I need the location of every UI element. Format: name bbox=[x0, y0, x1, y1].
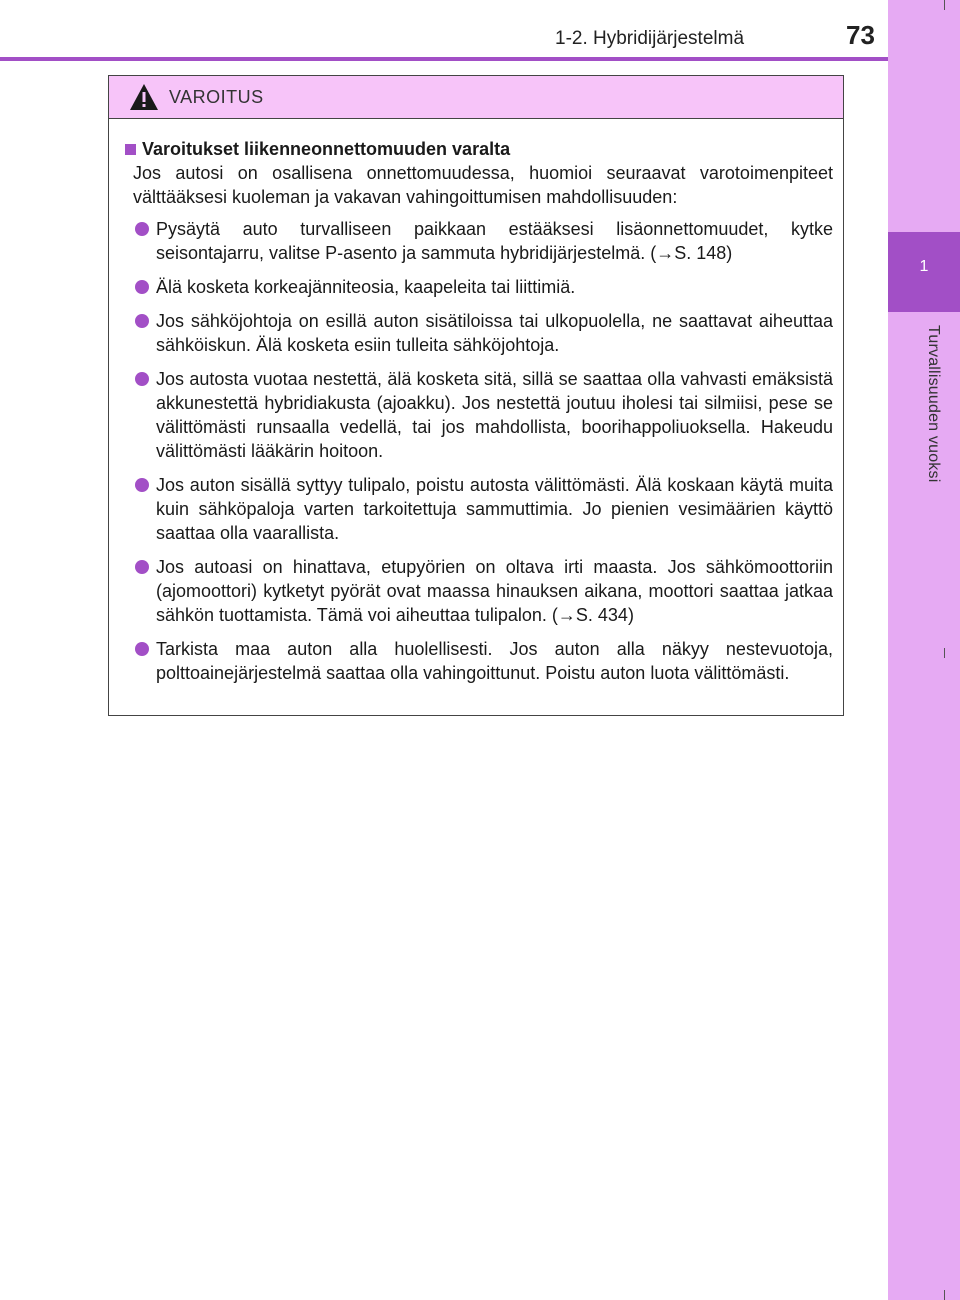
warning-header bbox=[109, 76, 843, 119]
square-bullet-icon bbox=[125, 144, 136, 155]
bullet-icon bbox=[135, 314, 149, 328]
intro-paragraph: Jos autosi on osallisena onnettomuudessa, huomioi seuraavat varotoimenpiteet välttääksesi kuoleman ja vakavan vahingoittumisen mahdollisuuden: bbox=[133, 163, 833, 207]
bullet-icon bbox=[135, 642, 149, 656]
crop-mark bbox=[944, 1290, 945, 1300]
list-item: Jos sähköjohtoja on esillä auton sisätiloissa tai ulkopuolella, ne saattavat aiheuttaa sähköiskun. Älä kosketa esiin tulleita sähköjohtoja. bbox=[125, 309, 833, 357]
list-item: Pysäytä auto turvalliseen paikkaan estääksesi lisäonnettomuudet, kytke seisontajarru, valitse P-asento ja sammuta hybridijärjestelmä. (→S. 148) bbox=[125, 217, 833, 265]
list-item: Jos auton sisällä syttyy tulipalo, poistu autosta välittömästi. Älä koskaan käytä muita kuin sähköpaloja varten tarkoitettuja sammuttimia. Jo pienien vesimäärien käyttö saattaa olla vaarallista. bbox=[125, 473, 833, 545]
crop-mark bbox=[944, 648, 945, 658]
bullet-icon bbox=[135, 372, 149, 386]
warning-triangle-icon bbox=[129, 83, 159, 116]
bullet-icon bbox=[135, 560, 149, 574]
bullet-icon bbox=[135, 222, 149, 236]
list-item: Älä kosketa korkeajänniteosia, kaapeleita tai liittimiä. bbox=[125, 275, 833, 299]
list-item: Tarkista maa auton alla huolellisesti. Jos auton alla näkyy nestevuotoja, polttoainejärjestelmä saattaa olla vahingoittunut. Poistu auton luota välittömästi. bbox=[125, 637, 833, 685]
warning-list bbox=[125, 217, 833, 685]
warning-box bbox=[108, 75, 844, 716]
bullet-icon bbox=[135, 478, 149, 492]
page-number: 73 bbox=[846, 20, 875, 50]
chapter-sidebar bbox=[888, 0, 960, 1300]
warning-title: VAROITUS bbox=[169, 87, 264, 107]
bullet-icon bbox=[135, 280, 149, 294]
list-item: Jos autoasi on hinattava, etupyörien on oltava irti maasta. Jos sähkömoottoriin (ajomoottori) kytketyt pyörät ovat maassa hinauksen aikana, moottori saattaa jatkaa sähkön tuottamista. Tämä voi aiheuttaa tulipalon. (→S. 434) bbox=[125, 555, 833, 627]
section-title: 1-2. Hybridijärjestelmä bbox=[555, 28, 745, 49]
warning-body bbox=[109, 119, 843, 685]
chapter-number: 1 bbox=[919, 258, 929, 275]
chapter-tab[interactable] bbox=[888, 232, 960, 312]
list-item: Jos autosta vuotaa nestettä, älä kosketa sitä, sillä se saattaa olla vahvasti emäksistä akkunestettä hybridiakusta (ajoakku). Jos nestettä joutuu iholesi tai silmiisi, pese se välittömästi runsaalla vedellä, tai jos mahdollista, boorihappoliuoksella. Hakeudu välittömästi lääkärin hoitoon. bbox=[125, 367, 833, 463]
subheading-text: Varoitukset liikenneonnettomuuden varalta bbox=[142, 139, 511, 159]
warning-subheading bbox=[125, 137, 833, 161]
chapter-title: Turvallisuuden vuoksi bbox=[925, 325, 942, 483]
header-rule bbox=[0, 57, 888, 61]
crop-mark bbox=[944, 0, 945, 10]
